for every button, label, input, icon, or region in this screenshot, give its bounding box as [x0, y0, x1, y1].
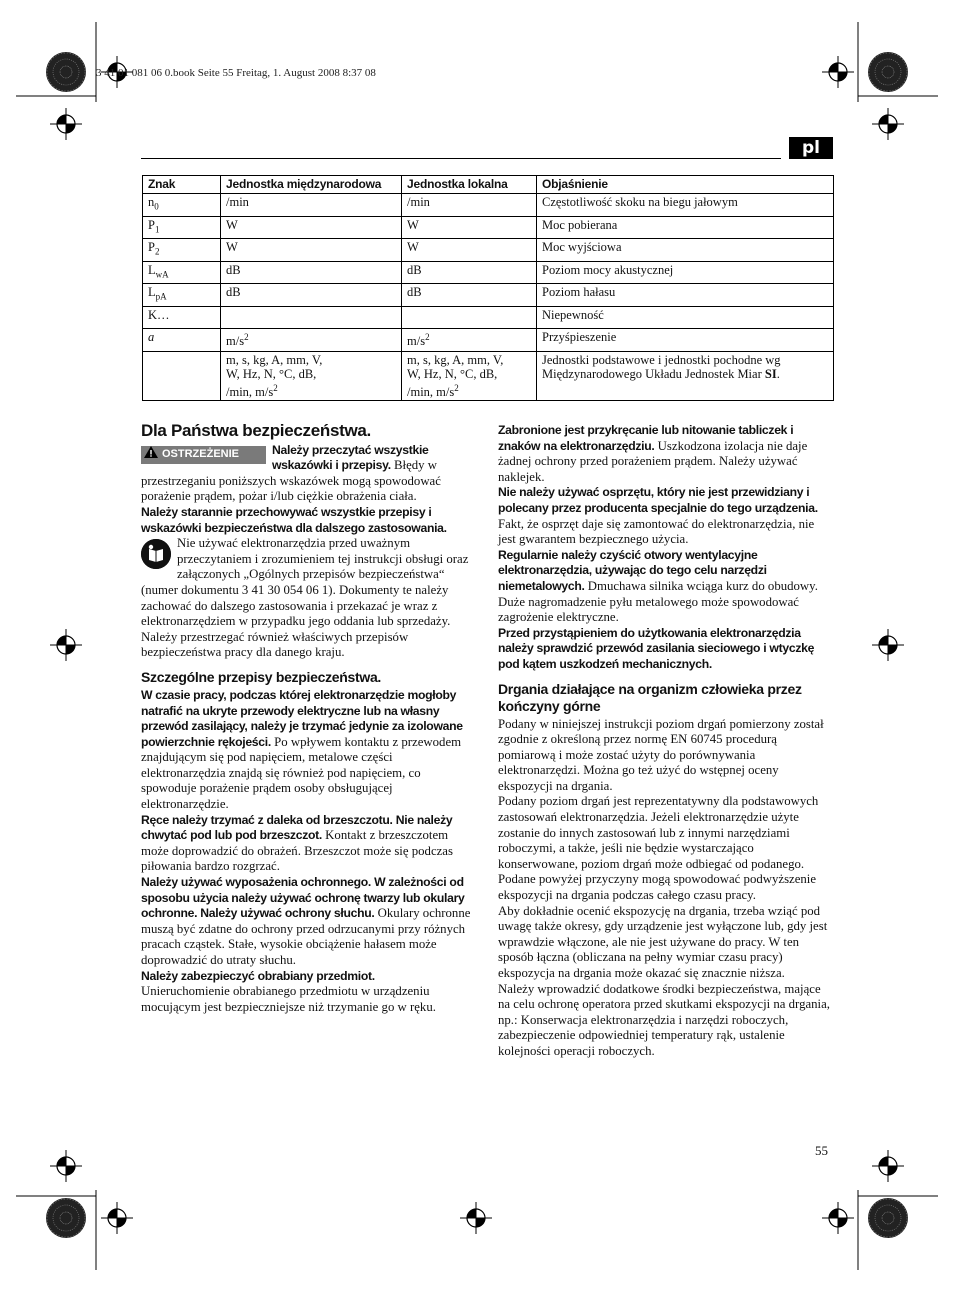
local-unit-cell: m, s, kg, A, mm, V, W, Hz, N, °C, dB, /min, $m/s^2$	[402, 351, 537, 400]
table-row	[143, 216, 834, 239]
warning-bold: Należy przeczytać wszystkie wskazówki i przepisy.	[272, 442, 429, 473]
intl-unit-cell: W	[221, 239, 402, 262]
intl-unit-cell: dB	[221, 261, 402, 284]
symbol-cell	[143, 351, 221, 400]
table-header-cell: Znak	[143, 176, 221, 194]
vibration-paragraph: Podany w niniejszej instrukcji poziom drgań pomierzony został zgodnie z określoną przez normę EN 60745 procedurą pomiarową i może zostać użyty do porównywania elektronarzędzi. Można go też użyć do wstępnej oceny ekspozycji na drgania.	[498, 716, 824, 793]
vibration-paragraph: Podany poziom drgań jest reprezentatywny dla podstawowych zastosowań elektronarzędzia. Jeżeli elektronarzędzie użyte zostanie do innych zastosowań lub z innymi narzędziami roboczymi, a także, jeśli nie będzie wystarczająco konserwowane, poziom drgań może odbiegać od podanego. Podane powyżej przyczyny mogą spowodować podwyższenie ekspozycji na drgania podczas całego czasu pracy.	[498, 794, 819, 903]
table-row	[143, 194, 834, 217]
local-unit-cell: W	[402, 216, 537, 239]
description-cell: Moc wyjściowa	[537, 239, 834, 262]
intl-unit-cell: dB	[221, 284, 402, 307]
description-cell: Niepewność	[537, 306, 834, 329]
table-header-cell: Jednostka międzynarodowa	[221, 176, 402, 194]
national-regulations: Należy przestrzegać również właściwych przepisów bezpieczeństwa pracy dla danego kraju.	[141, 629, 409, 660]
rule-text: Unieruchomienie obrabianego przedmiotu w urządzeniu mocującym jest bezpieczniejsze niż trzymanie go w ręku.	[141, 984, 436, 1014]
rule-text: Po wpływem kontaktu z przewodem znajdującym się pod napięciem, metalowe części elektronarzędzia znajdą się również pod napięciem, co spowoduje porażenie prądem osoby obsługującej elektronarzędzie.	[141, 734, 462, 812]
symbol-cell: K…	[143, 306, 221, 329]
symbol-cell: $L_{pA}$	[143, 284, 221, 307]
rule-bold: Ręce należy trzymać z daleka od brzeszczotu. Nie należy chwytać pod lub pod brzeszczot.	[141, 812, 453, 843]
symbol-cell: $n_0$	[143, 194, 221, 217]
description-cell: Poziom mocy akustycznej	[537, 261, 834, 284]
intl-unit-cell: m, s, kg, A, mm, V, W, Hz, N, °C, dB, /min, $m/s^2$	[221, 351, 402, 400]
table-header-row	[143, 176, 834, 194]
table-row	[143, 239, 834, 262]
warning-triangle-icon	[144, 446, 158, 464]
rule-text: Uszkodzona izolacja nie daje żadnej ochrony przed porażeniem prądem. Należy używać naklejek.	[498, 438, 808, 484]
table-row	[143, 329, 834, 352]
rule-text: Kontakt z brzeszczotem może doprowadzić do obrażeń. Brzeszczot może się podczas piłowania bardzo rozgrzać.	[141, 828, 453, 874]
rule-bold: Należy używać wyposażenia ochronnego. W zależności od sposobu użycia należy używać ochronę twarzy lub okulary ochronne. Należy używać ochrony słuchu.	[141, 875, 465, 921]
rule-bold: Należy zabezpieczyć obrabiany przedmiot.	[141, 968, 375, 983]
left-column	[141, 423, 477, 1015]
local-unit-cell: $m/s^2$	[402, 329, 537, 352]
keep-instructions: Należy starannie przechowywać wszystkie przepisy i wskazówki bezpieczeństwa dla dalszego zastosowania.	[141, 504, 447, 535]
manual-block	[141, 536, 477, 630]
table-row	[143, 306, 834, 329]
description-cell: Poziom hałasu	[537, 284, 834, 307]
intl-unit-cell	[221, 306, 402, 329]
rule-bold: Regularnie należy czyścić otwory wentylacyjne elektronarzędzia, używając do tego celu narzędzi niemetalowych.	[498, 547, 767, 593]
description-cell: Przyśpieszenie	[537, 329, 834, 352]
description-cell: Częstotliwość skoku na biegu jałowym	[537, 194, 834, 217]
symbol-cell: $P_1$	[143, 216, 221, 239]
symbol-cell: a	[143, 329, 221, 352]
read-manual-icon	[141, 539, 171, 569]
language-tab: pl	[789, 137, 833, 159]
units-table	[142, 175, 834, 401]
local-unit-cell	[402, 306, 537, 329]
manual-text: Nie używać elektronarzędzia przed uważnym przeczytaniem i zrozumieniem tej instrukcji obsługi oraz załączonych „Ogólnych przepisów bezpieczeństwa“ (numer dokumentu 3 41 30 054 06 1). Dokumenty te należy zachować do dalszego zastosowania i przekazać je wraz z elektronarzędziem w przypadku jego oddania lub sprzedaży.	[141, 536, 469, 629]
local-unit-cell: dB	[402, 261, 537, 284]
description-cell: Moc pobierana	[537, 216, 834, 239]
local-unit-cell: dB	[402, 284, 537, 307]
page-number: 55	[815, 1143, 828, 1158]
local-unit-cell: /min	[402, 194, 537, 217]
warning-badge	[141, 446, 266, 464]
table-row	[143, 261, 834, 284]
table-row	[143, 284, 834, 307]
right-column	[498, 423, 834, 1060]
vibration-paragraph: Należy wprowadzić dodatkowe środki bezpieczeństwa, mające na celu ochronę operatora przed skutkami ekspozycji na drgania, np.: Konserwacja elektronarzędzia i narzędzi roboczych, zabezpieczenie odpowiedniej temperatury rąk, ustalenie kolejności operacji roboczych.	[498, 981, 830, 1058]
vibration-heading: Drgania działające na organizm człowieka przez kończyny górne	[498, 680, 802, 714]
table-header-cell: Jednostka lokalna	[402, 176, 537, 194]
warning-block	[141, 443, 477, 505]
rule-text: Fakt, że osprzęt daje się zamontować do elektronarzędzia, nie jest gwarantem bezpiecznego użycia.	[498, 516, 815, 547]
warning-label: OSTRZEŻENIE	[162, 447, 240, 460]
vibration-paragraph: Aby dokładnie ocenić ekspozycję na drgania, trzeba wziąć pod uwagę także okresy, gdy urządzenie jest wyłączone lub, gdy jest wprawdzie włączone, ale nie jest używane do pracy. W ten sposób łączna (obliczana na pełny wymiar czasu pracy) ekspozycja na drgania może okazać się znacznie niższa.	[498, 903, 828, 980]
intl-unit-cell: W	[221, 216, 402, 239]
header-rule	[141, 158, 781, 159]
local-unit-cell: W	[402, 239, 537, 262]
symbol-cell: $L_{wA}$	[143, 261, 221, 284]
book-header-line: 3 41 01 081 06 0.book Seite 55 Freitag, 1. August 2008 8:37 08	[96, 67, 376, 79]
rule-text: Dmuchawa silnika wciąga kurz do obudowy. Duże nagromadzenie pyłu metalowego może spowodować zagrożenie elektryczne.	[498, 578, 818, 625]
intl-unit-cell: /min	[221, 194, 402, 217]
rule-text: Okulary ochronne muszą być zdatne do ochrony przed odrzucanymi przy różnych pracach cząstek. Stałe, wysokie obciążenie hałasem może doprowadzić do utraty słuchu.	[141, 906, 471, 967]
section-title: Dla Państwa bezpieczeństwa.	[141, 421, 371, 440]
table-row	[143, 351, 834, 400]
symbol-cell: $P_2$	[143, 239, 221, 262]
warning-text: Błędy w przestrzeganiu poniższych wskazówek mogą spowodować porażenie prądem, pożar i/lub ciężkie obrażenia ciała.	[141, 458, 441, 504]
rule-bold: Przed przystąpieniem do użytkowania elektronarzędzia należy sprawdzić przewód zasilania sieciowego i wtyczkę pod kątem uszkodzeń mechanicznych.	[498, 625, 815, 671]
description-cell: Jednostki podstawowe i jednostki pochodne wg Międzynarodowego Układu Jednostek Miar SI.	[537, 351, 834, 400]
rule-bold: W czasie pracy, podczas której elektronarzędzie mogłoby natrafić na ukryte przewody elektryczne lub na własny przewód zasilający, należy je trzymać jedynie za izolowane powierzchnie rękojeści.	[141, 687, 463, 749]
intl-unit-cell: $m/s^2$	[221, 329, 402, 352]
special-rules-heading: Szczególne przepisy bezpieczeństwa.	[141, 668, 382, 685]
table-header-cell: Objaśnienie	[537, 176, 834, 194]
rule-bold: Nie należy używać osprzętu, który nie jest przewidziany i polecany przez producenta specjalnie do tego urządzenia.	[498, 485, 818, 515]
rule-bold: Zabronione jest przykręcanie lub nitowanie tabliczek i znaków na elektronarzędziu.	[498, 423, 794, 453]
